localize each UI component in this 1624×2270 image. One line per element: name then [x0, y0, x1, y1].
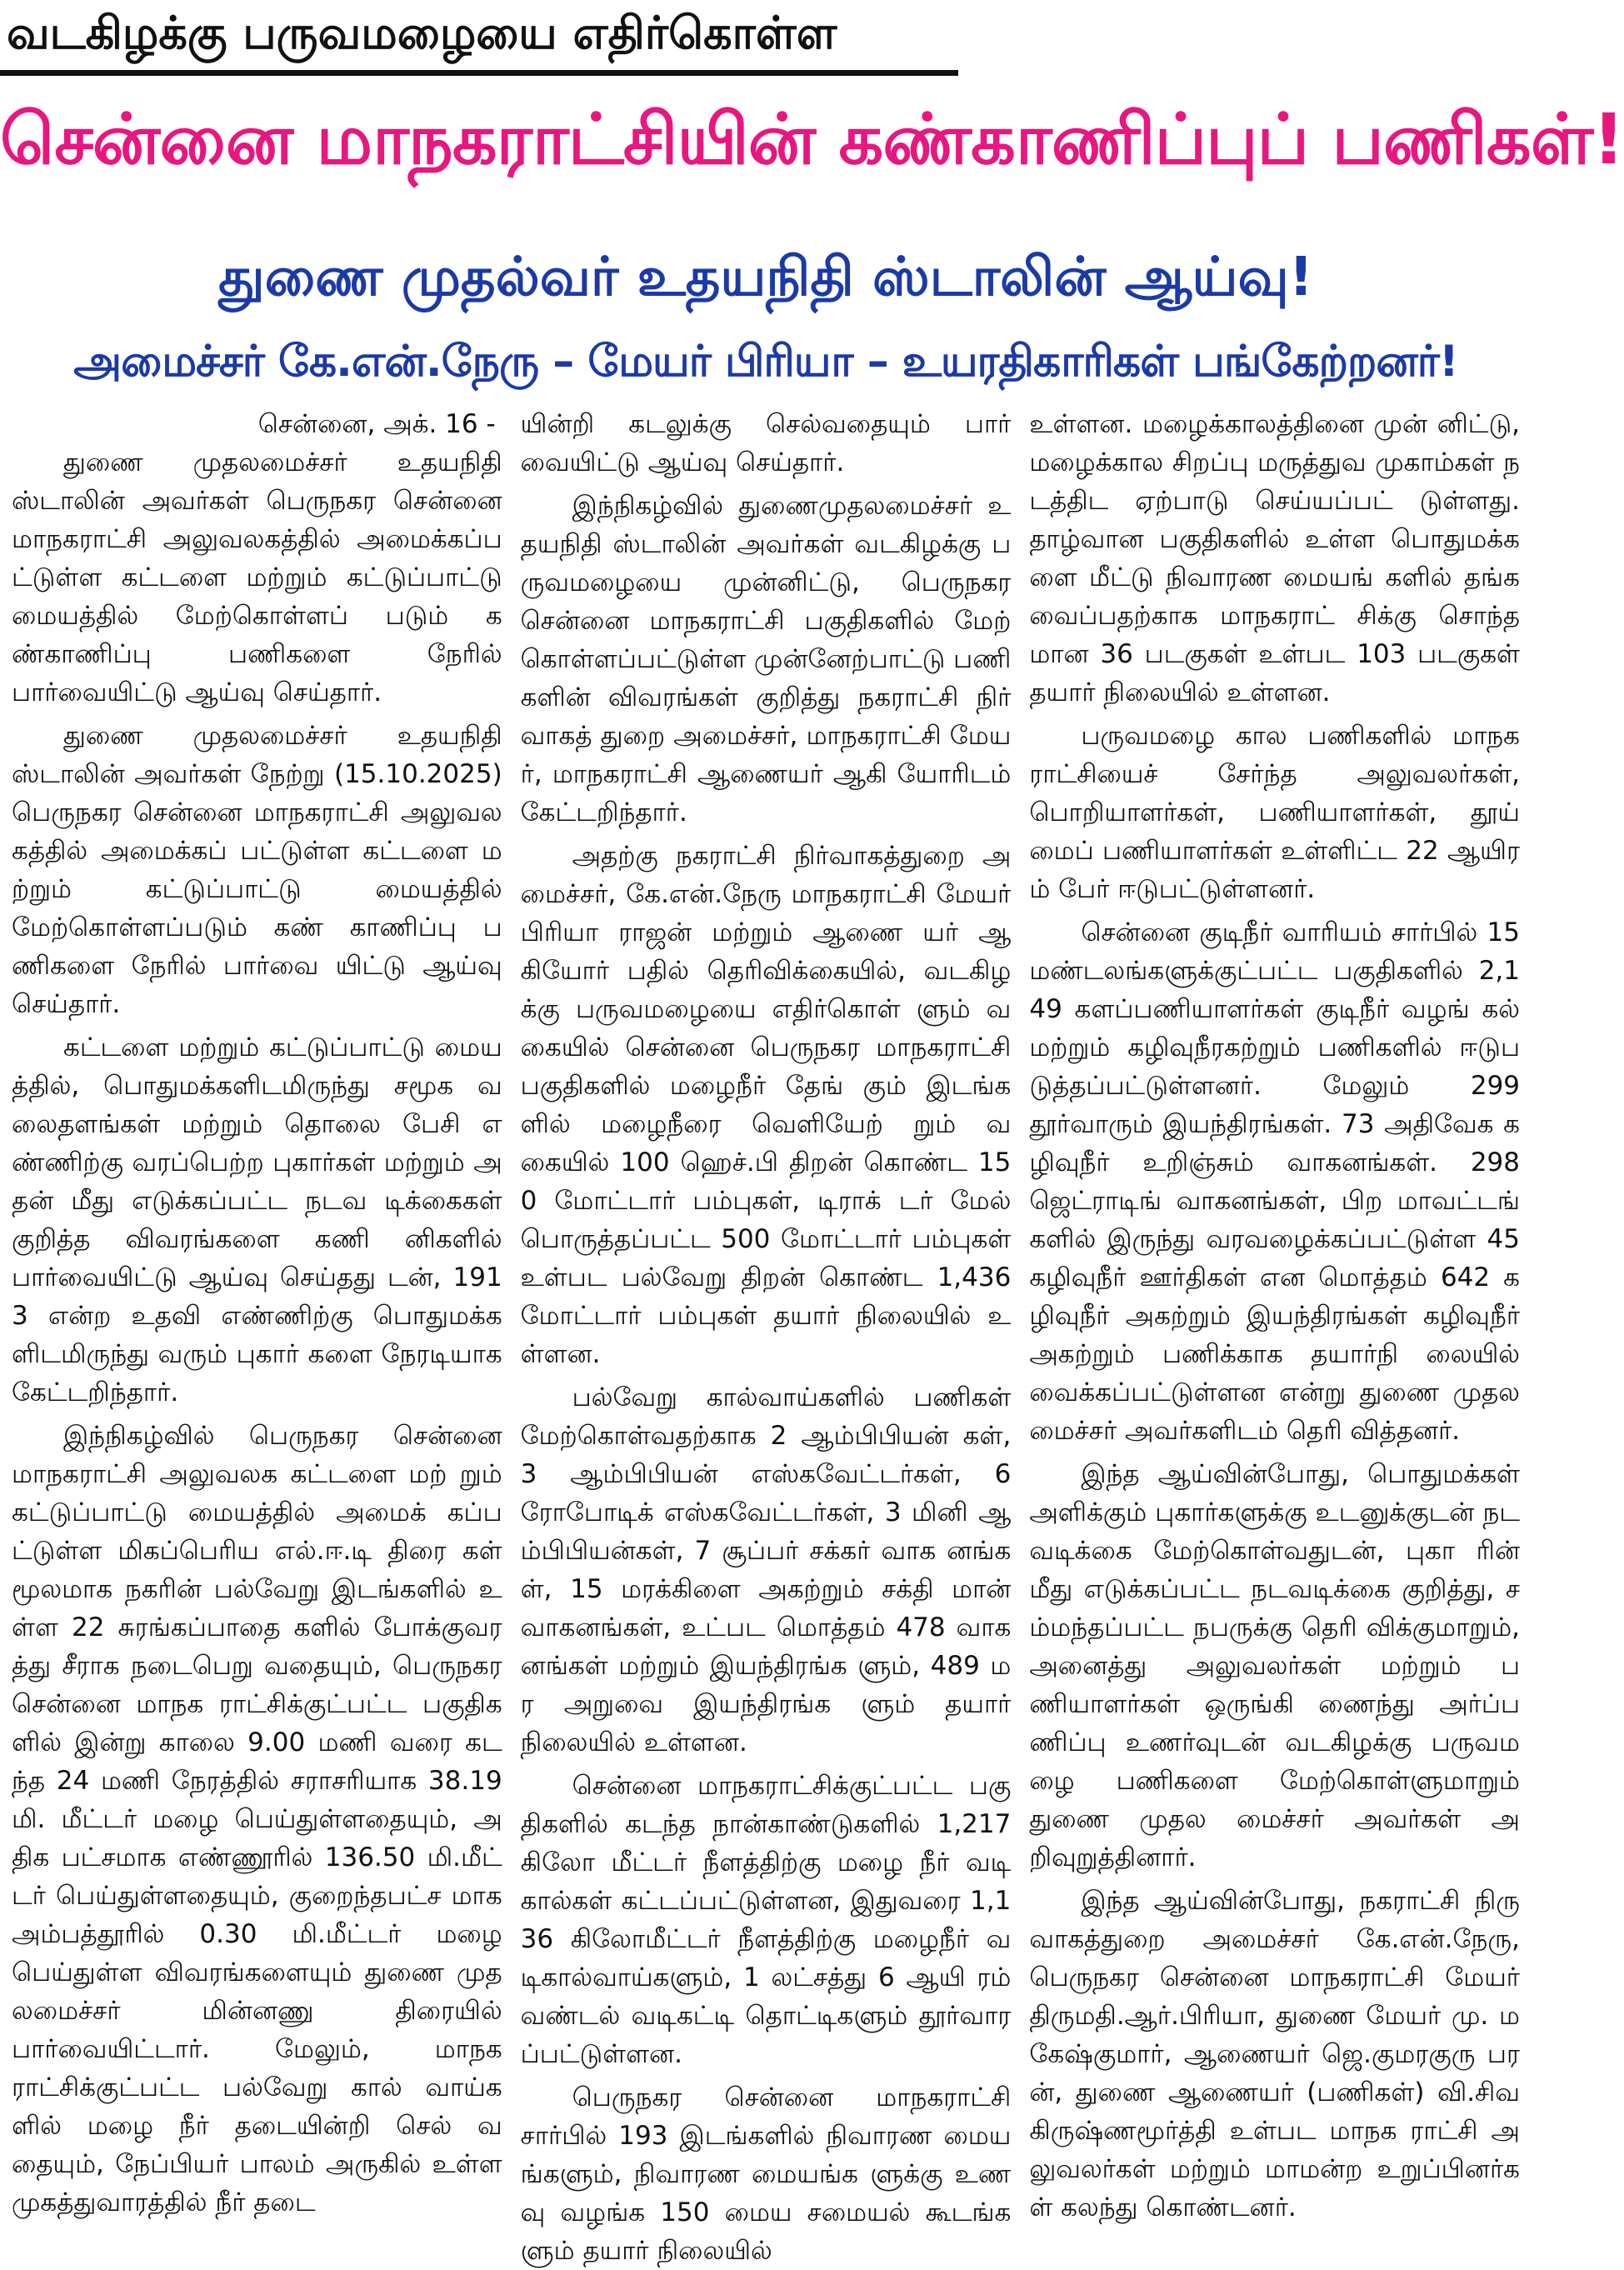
paragraph: பெருநகர சென்னை மாநகராட்சி சார்பில் 193 இடங்களில் நிவாரண மையங்களும், நிவாரண மையங்க ளுக்கு உணவு வழங்க 150 மைய சமையல் கூடங்களும் தயார் நிலையில் — [520, 2082, 1012, 2266]
article-body — [12, 405, 1521, 2266]
paragraph: இந்த ஆய்வின்போது, நகராட்சி நிரு வாகத்துறை அமைச்சர் கே.என்.நேரு, பெருநகர சென்னை மாநகராட்சி மேயர் திருமதி.ஆர்.பிரியா, துணை மேயர் மு. மகேஷ்குமார், ஆணையர் ஜெ.குமரகுரு பரன், துணை ஆணையர் (பணிகள்) வி.சிவகிருஷ்ணமூர்த்தி உள்பட மாநக ராட்சி அலுவலர்கள் மற்றும் மாமன்ற உறுப்பினர்கள் கலந்து கொண்டனர். — [1029, 1886, 1521, 2222]
dateline: சென்னை, அக். 16 - — [257, 409, 496, 439]
kicker-text: வடகிழக்கு பருவமழையை எதிர்கொள்ள — [7, 7, 837, 59]
paragraph: கட்டளை மற்றும் கட்டுப்பாட்டு மையத்தில், பொதுமக்களிடமிருந்து சமூக வலைதளங்கள் மற்றும் தொலை பேசி எண்ணிற்கு வரப்பெற்ற புகார்கள் மற்றும் அதன் மீது எடுக்கப்பட்ட நடவ டிக்கைகள் குறித்த விவரங்களை கணி னிகளில் பார்வையிட்டு ஆய்வு செய்தது டன், 1913 என்ற உதவி எண்ணிற்கு பொதுமக்களிடமிருந்து வரும் புகார் களை நேரடியாக கேட்டறிந்தார். — [12, 1032, 502, 1408]
article-column-2 — [520, 405, 1012, 2266]
paragraph: இந்நிகழ்வில் துணைமுதலமைச்சர் உதயநிதி ஸ்டாலின் அவர்கள் வடகிழக்கு பருவமழையை முன்னிட்டு, பெருநகர சென்னை மாநகராட்சி பகுதிகளில் மேற் கொள்ளப்பட்டுள்ள முன்னேற்பாட்டு பணி களின் விவரங்கள் குறித்து நகராட்சி நிர் வாகத் துறை அமைச்சர், மாநகராட்சி மேயர், மாநகராட்சி ஆணையர் ஆகி யோரிடம் கேட்டறிந்தார். — [520, 491, 1012, 828]
headline: சென்னை மாநகராட்சியின் கண்காணிப்புப் பணிகள்! — [0, 98, 1624, 180]
kicker-underline — [0, 70, 958, 76]
paragraph-continued: உள்ளன. மழைக்காலத்தினை முன் னிட்டு, மழைக்கால சிறப்பு மருத்துவ முகாம்கள் நடத்திட ஏற்பாடு செய்யப்பட் டுள்ளது. தாழ்வான பகுதிகளில் உள்ள பொதுமக்களை மீட்டு நிவாரண மையங் களில் தங்க வைப்பதற்காக மாநகராட் சிக்கு சொந்தமான 36 படகுகள் உள்பட 103 படகுகள் தயார் நிலையில் உள்ளன. — [1029, 409, 1521, 708]
paragraph: பருவமழை கால பணிகளில் மாநக ராட்சியைச் சேர்ந்த அலுவலர்கள், பொறியாளர்கள், பணியாளர்கள், தூய் மைப் பணியாளர்கள் உள்ளிட்ட 22 ஆயிரம் பேர் ஈடுபட்டுள்ளனர். — [1029, 721, 1521, 904]
paragraph: இந்நிகழ்வில் பெருநகர சென்னை மாநகராட்சி அலுவலக கட்டளை மற் றும் கட்டுப்பாட்டு மையத்தில் அமைக் கப்பட்டுள்ள மிகப்பெரிய எல்.ஈ.டி திரை கள் மூலமாக நகரின் பல்வேறு இடங்களில் உள்ள 22 சுரங்கப்பாதை களில் போக்குவரத்து சீராக நடைபெறு வதையும், பெருநகர சென்னை மாநக ராட்சிக்குட்பட்ட பகுதிகளில் இன்று காலை 9.00 மணி வரை கடந்த 24 மணி நேரத்தில் சராசரியாக 38.19 மி. மீட்டர் மழை பெய்துள்ளதையும், அதிக பட்சமாக எண்ணூரில் 136.50 மி.மீட் டர் பெய்துள்ளதையும், குறைந்தபட்ச மாக அம்பத்தூரில் 0.30 மி.மீட்டர் மழை பெய்துள்ள விவரங்களையும் துணை முதலமைச்சர் மின்னணு திரையில் பார்வையிட்டார். மேலும், மாநகராட்சிக்குட்பட்ட பல்வேறு கால் வாய்களில் மழை நீர் தடையின்றி செல் வதையும், நேப்பியர் பாலம் அருகில் உள்ள முகத்துவாரத்தில் நீர் தடை — [12, 1421, 502, 2218]
paragraph: பல்வேறு கால்வாய்களில் பணிகள் மேற்கொள்வதற்காக 2 ஆம்பிபியன் கள், 3 ஆம்பிபியன் எஸ்கவேட்டர்கள், 6 ரோபோடிக் எஸ்கவேட்டர்கள், 3 மினி ஆம்பிபியன்கள், 7 சூப்பர் சக்கர் வாக னங்கள், 15 மரக்கிளை அகற்றும் சக்தி மான் வாகனங்கள், உட்பட மொத்தம் 478 வாகனங்கள் மற்றும் இயந்திரங்க ளும், 489 மர அறுவை இயந்திரங்க ளும் தயார் நிலையில் உள்ளன. — [520, 1382, 1012, 1758]
paragraph: துணை முதலமைச்சர் உதயநிதி ஸ்டாலின் அவர்கள் பெருநகர சென்னை மாநகராட்சி அலுவலகத்தில் அமைக்கப்பட்டுள்ள கட்டளை மற்றும் கட்டுப்பாட்டு மையத்தில் மேற்கொள்ளப் படும் கண்காணிப்பு பணிகளை நேரில் பார்வையிட்டு ஆய்வு செய்தார். — [12, 448, 502, 708]
paragraph-continued: யின்றி கடலுக்கு செல்வதையும் பார் வையிட்டு ஆய்வு செய்தார். — [520, 409, 1012, 478]
subheadline-primary: துணை முதல்வர் உதயநிதி ஸ்டாலின் ஆய்வு! — [218, 247, 1313, 308]
paragraph: அதற்கு நகராட்சி நிர்வாகத்துறை அமைச்சர், கே.என்.நேரு மாநகராட்சி மேயர் பிரியா ராஜன் மற்றும் ஆணை யர் ஆகியோர் பதில் தெரிவிக்கையில், வடகிழக்கு பருவமழையை எதிர்கொள் ளும் வகையில் சென்னை பெருநகர மாநகராட்சி பகுதிகளில் மழைநீர் தேங் கும் இடங்களில் மழைநீரை வெளியேற் றும் வகையில் 100 ஹெச்.பி திறன் கொண்ட 150 மோட்டார் பம்புகள், டிராக் டர் மேல் பொருத்தப்பட்ட 500 மோட்டார் பம்புகள் உள்பட பல்வேறு திறன் கொண்ட 1,436 மோட்டார் பம்புகள் தயார் நிலையில் உள்ளன. — [520, 841, 1012, 1369]
paragraph: இந்த ஆய்வின்போது, பொதுமக்கள் அளிக்கும் புகார்களுக்கு உடனுக்குடன் நடவடிக்கை மேற்கொள்வதுடன், புகா ரின் மீது எடுக்கப்பட்ட நடவடிக்கை குறித்து, சம்மந்தப்பட்ட நபருக்கு தெரி விக்குமாறும், அனைத்து அலுவலர்கள் மற்றும் பணியாளர்கள் ஒருங்கி ணைந்து அர்ப்பணிப்பு உணர்வுடன் வடகிழக்கு பருவமழை பணிகளை மேற்கொள்ளுமாறும் துணை முதல மைச்சர் அவர்கள் அறிவுறுத்தினார். — [1029, 1459, 1521, 1872]
paragraph: சென்னை மாநகராட்சிக்குட்பட்ட பகு திகளில் கடந்த நான்காண்டுகளில் 1,217 கிலோ மீட்டர் நீளத்திற்கு மழை நீர் வடி கால்கள் கட்டப்பட்டுள்ளன, இதுவரை 1,136 கிலோமீட்டர் நீளத்திற்கு மழைநீர் வடிகால்வாய்களும், 1 லட்சத்து 6 ஆயி ரம் வண்டல் வடிகட்டி தொட்டிகளும் தூர்வாரப்பட்டுள்ளன. — [520, 1771, 1012, 2069]
kicker-block — [0, 0, 983, 77]
article-column-1 — [12, 405, 502, 2218]
subheadline-secondary: அமைச்சர் கே.என்.நேரு – மேயர் பிரியா – உயரதிகாரிகள் பங்கேற்றனர்! — [73, 337, 1458, 387]
article-column-3 — [1029, 405, 1521, 2222]
paragraph: துணை முதலமைச்சர் உதயநிதி ஸ்டாலின் அவர்கள் நேற்று (15.10.2025) பெருநகர சென்னை மாநகராட்சி அலுவலகத்தில் அமைக்கப் பட்டுள்ள கட்டளை மற்றும் கட்டுப்பாட்டு மையத்தில் மேற்கொள்ளப்படும் கண் காணிப்பு பணிகளை நேரில் பார்வை யிட்டு ஆய்வு செய்தார். — [12, 721, 502, 1019]
paragraph: சென்னை குடிநீர் வாரியம் சார்பில் 15 மண்டலங்களுக்குட்பட்ட பகுதிகளில் 2,149 களப்பணியாளர்கள் குடிநீர் வழங் கல் மற்றும் கழிவுநீரகற்றும் பணிகளில் ஈடுபடுத்தப்பட்டுள்ளனர். மேலும் 299 தூர்வாரும் இயந்திரங்கள். 73 அதிவேக கழிவுநீர் உறிஞ்சும் வாகனங்கள். 298 ஜெட்ராடிங் வாகனங்கள், பிற மாவட்டங் களில் இருந்து வரவழைக்கப்பட்டுள்ள 45 கழிவுநீர் ஊர்திகள் என மொத்தம் 642 கழிவுநீர் அகற்றும் இயந்திரங்கள் கழிவுநீர் அகற்றும் பணிக்காக தயார்நி லையில் வைக்கப்பட்டுள்ளன என்று துணை முதலமைச்சர் அவர்களிடம் தெரி வித்தனர். — [1029, 918, 1521, 1446]
